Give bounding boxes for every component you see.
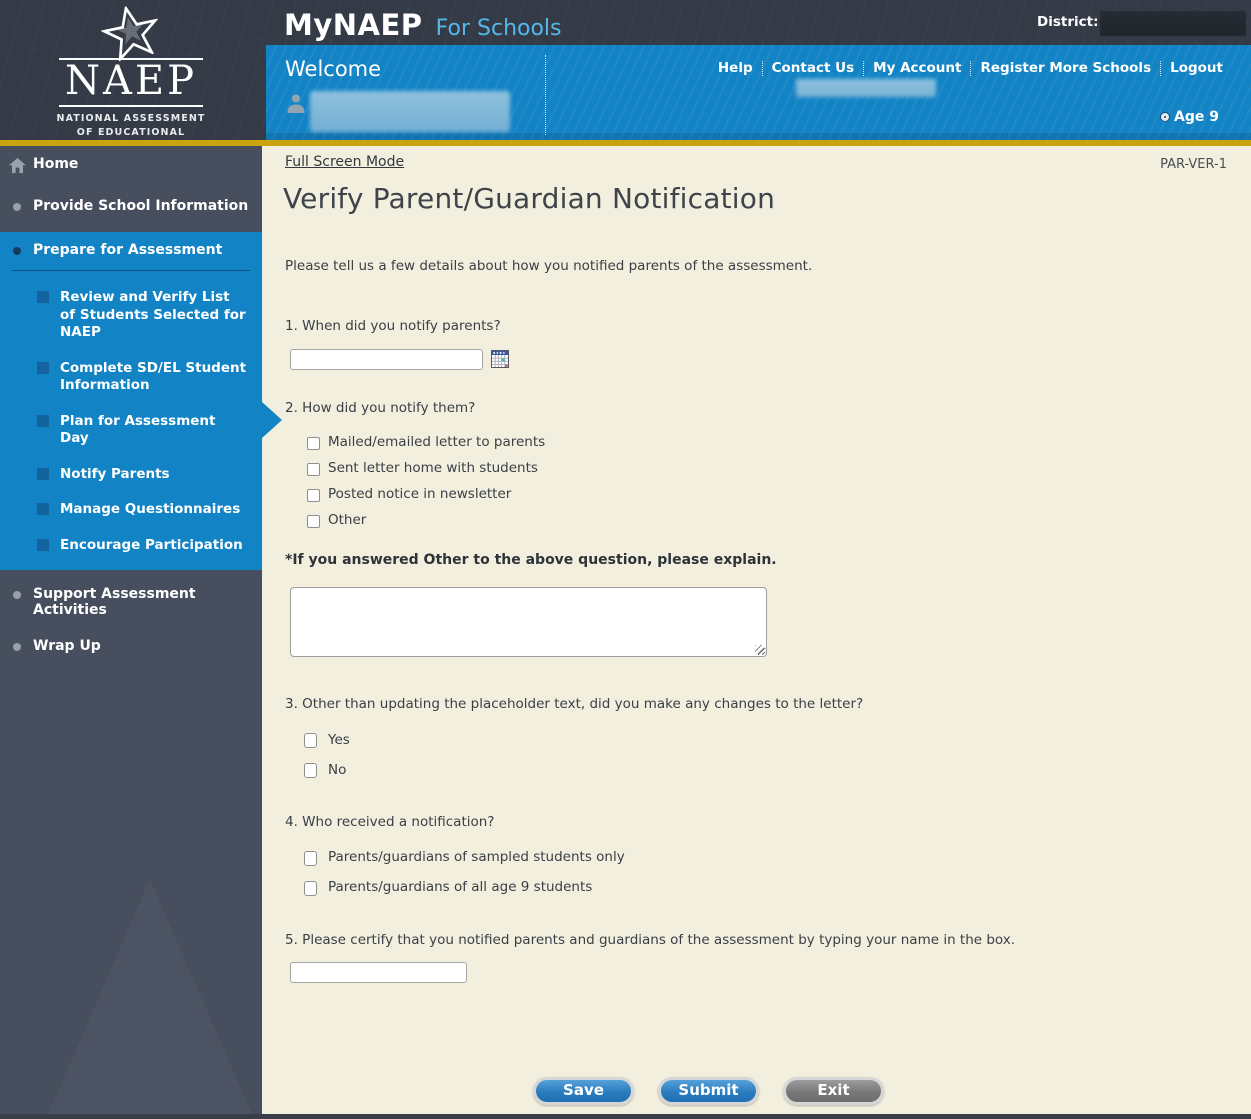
bullet-icon <box>13 643 21 651</box>
question-4-label: 4. Who received a notification? <box>285 814 495 830</box>
sidebar-item-label: Support Assessment Activities <box>33 586 196 619</box>
help-link[interactable]: Help <box>717 60 753 76</box>
bullet-icon <box>13 203 21 211</box>
calendar-icon[interactable] <box>491 350 509 368</box>
question-3-label: 3. Other than updating the placeholder text, did you make any changes to the letter? <box>285 696 864 712</box>
active-item-arrow <box>262 402 282 438</box>
footer-strip <box>0 1114 1251 1119</box>
sidebar-divider <box>12 270 250 271</box>
brand-subtitle: For Schools <box>435 16 562 41</box>
link-separator <box>1160 61 1161 76</box>
brand-title: MyNAEP <box>284 8 423 42</box>
checkbox-label: Sent letter home with students <box>328 460 538 476</box>
sidebar-item-label: Encourage Participation <box>60 536 243 553</box>
naep-wordmark: NAEP <box>59 58 203 107</box>
sidebar-item-label: Review and Verify List of Students Selected for NAEP <box>60 289 246 341</box>
tagline-line: OF EDUCATIONAL <box>76 127 186 139</box>
redacted-school-name <box>796 79 936 97</box>
home-icon <box>9 158 26 173</box>
sidebar-item-wrap-up[interactable] <box>0 628 262 664</box>
square-bullet-icon <box>37 503 49 515</box>
submit-button[interactable]: Submit <box>658 1077 759 1105</box>
sidebar-item-label: Complete SD/EL Student Information <box>60 359 247 394</box>
app-header <box>0 0 1251 146</box>
checkbox-label: Posted notice in newsletter <box>328 486 512 502</box>
certify-name-input[interactable] <box>290 962 467 983</box>
question-5-label: 5. Please certify that you notified parents and guardians of the assessment by typing your name in the box. <box>285 932 1016 948</box>
other-explain-textarea[interactable] <box>290 587 767 657</box>
checkbox-label: Parents/guardians of sampled students only <box>328 849 625 865</box>
sidebar-item-review-and-verify-list[interactable] <box>0 289 262 342</box>
naep-logo <box>0 0 262 140</box>
welcome-bar-strip <box>266 133 1251 140</box>
link-separator <box>762 61 763 76</box>
sidebar-item-notify-parents[interactable] <box>0 466 262 484</box>
welcome-bar <box>266 45 1251 140</box>
save-button[interactable]: Save <box>533 1077 634 1105</box>
age-ring-icon <box>1161 113 1169 121</box>
logout-link[interactable]: Logout <box>1170 60 1223 76</box>
sidebar-item-label: Provide School Information <box>33 198 249 214</box>
square-bullet-icon <box>37 362 49 374</box>
sidebar-section-prepare-for-assessment <box>0 232 262 570</box>
district-label: District: <box>1037 14 1099 30</box>
link-separator <box>863 61 864 76</box>
checkbox-label: Other <box>328 512 367 528</box>
sidebar-nav <box>0 146 262 1119</box>
redacted-user-name <box>310 91 510 132</box>
sidebar-item-support-assessment-activities[interactable] <box>0 576 262 628</box>
page-title: Verify Parent/Guardian Notification <box>283 182 776 215</box>
question-2-label: 2. How did you notify them? <box>285 400 476 416</box>
sidebar-item-complete-sd-el-student-information[interactable] <box>0 360 262 395</box>
checkbox-posted-notice-newsletter[interactable] <box>307 489 320 502</box>
checkbox-label: Yes <box>328 732 350 748</box>
square-bullet-icon <box>37 468 49 480</box>
sidebar-item-label: Notify Parents <box>60 465 170 482</box>
my-account-link[interactable]: My Account <box>873 60 962 76</box>
sidebar-item-prepare-for-assessment[interactable] <box>0 232 262 268</box>
intro-text: Please tell us a few details about how you notified parents of the assessment. <box>285 258 813 274</box>
sidebar-item-home[interactable] <box>0 146 262 182</box>
bullet-icon <box>13 591 21 599</box>
full-screen-mode-link[interactable]: Full Screen Mode <box>285 154 405 170</box>
page-code: PAR-VER-1 <box>1160 157 1227 172</box>
tagline-line: NATIONAL ASSESSMENT <box>56 112 206 124</box>
sidebar-item-provide-school-information[interactable] <box>0 188 262 224</box>
checkbox-label: Parents/guardians of all age 9 students <box>328 879 593 895</box>
welcome-divider <box>545 55 546 135</box>
sidebar-item-encourage-participation[interactable] <box>0 537 262 555</box>
checkbox-label: No <box>328 762 347 778</box>
sidebar-watermark <box>20 879 262 1119</box>
sidebar-item-label: Prepare for Assessment <box>33 242 223 258</box>
age-badge <box>1161 109 1219 125</box>
age-badge-label: Age 9 <box>1174 109 1219 125</box>
contact-us-link[interactable]: Contact Us <box>771 60 855 76</box>
link-separator <box>970 61 971 76</box>
notify-date-input[interactable] <box>290 349 483 370</box>
bullet-icon <box>13 247 21 255</box>
register-more-schools-link[interactable]: Register More Schools <box>980 60 1152 76</box>
square-bullet-icon <box>37 291 49 303</box>
main-content <box>262 146 1251 1119</box>
naep-star-icon <box>0 6 262 62</box>
top-nav-links <box>718 60 1223 76</box>
sidebar-item-manage-questionnaires[interactable] <box>0 501 262 519</box>
checkbox-yes[interactable] <box>304 733 317 748</box>
checkbox-mailed-emailed-letter[interactable] <box>307 437 320 450</box>
person-icon <box>286 92 306 114</box>
square-bullet-icon <box>37 415 49 427</box>
sidebar-item-label: Home <box>33 156 79 172</box>
redacted-district-value <box>1100 11 1246 36</box>
checkbox-no[interactable] <box>304 763 317 778</box>
welcome-title: Welcome <box>285 57 382 81</box>
app-title <box>284 8 562 42</box>
square-bullet-icon <box>37 539 49 551</box>
sidebar-item-label: Plan for Assessment Day <box>60 412 216 447</box>
checkbox-label: Mailed/emailed letter to parents <box>328 434 546 450</box>
other-explain-note: *If you answered Other to the above question, please explain. <box>285 552 777 568</box>
checkbox-sampled-students-only[interactable] <box>304 851 317 866</box>
checkbox-sent-letter-home[interactable] <box>307 463 320 476</box>
checkbox-all-age9-students[interactable] <box>304 881 317 896</box>
sidebar-item-label: Wrap Up <box>33 638 101 655</box>
sidebar-item-label: Manage Questionnaires <box>60 501 241 518</box>
exit-button[interactable]: Exit <box>783 1077 884 1105</box>
question-1-label: 1. When did you notify parents? <box>285 318 501 334</box>
checkbox-other[interactable] <box>307 515 320 528</box>
sidebar-item-plan-for-assessment-day[interactable] <box>0 413 262 448</box>
